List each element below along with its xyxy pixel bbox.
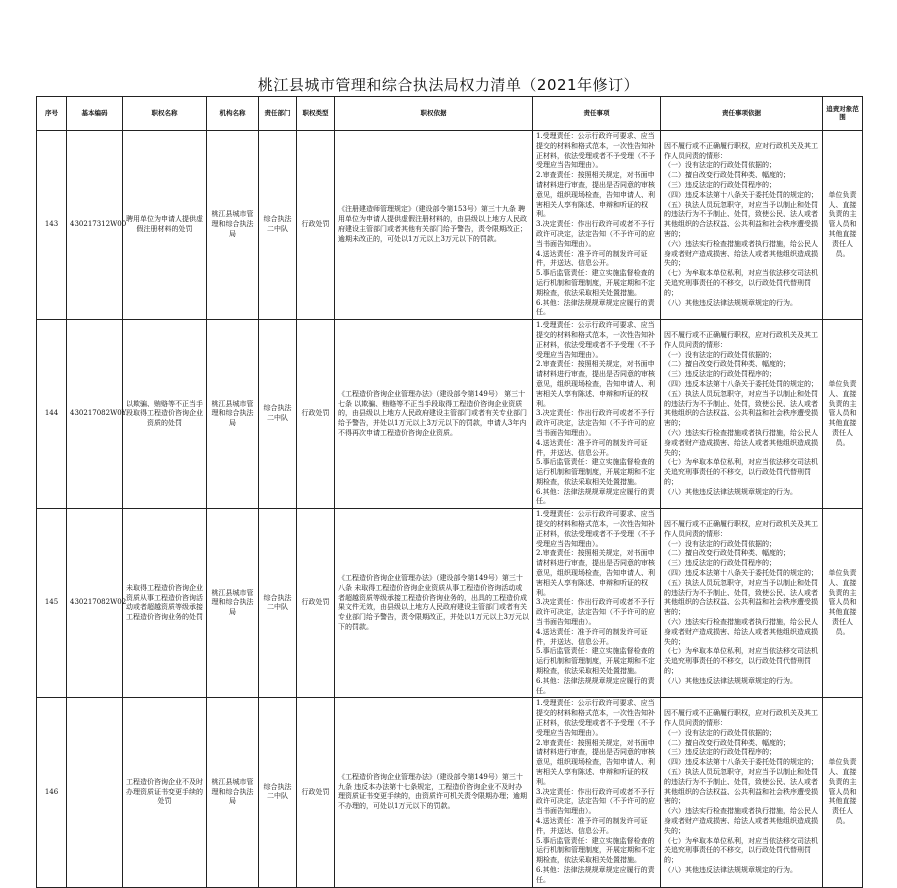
cell-basis: 《工程造价咨询企业管理办法》（建设部令第149号） 第三十七条 以欺骗、贿赂等不正当手段取得工程造价咨询企业资质的，由县级以上地方人民政府建设主管部门或者有关专业部门给予警告，并处以1万元以上3万元以下的罚款，申请人3年内不得再次申请工程造价咨询企业资质。 xyxy=(335,320,533,509)
cell-resp-basis: 因不履行或不正确履行职权，应对行政机关及其工作人员问责的情形： （一）没有法定的行政处罚依据的； （二）擅自改变行政处罚种类、幅度的； （三）违反法定的行政处罚程序的； （四）违反本法第十八条关于委托处罚的规定的； （五）执法人员玩忽职守，对应当予以制止和处罚的违法行为不予制止、处罚，致使公民、法人或者其他组织的合法权益、公共利益和社会秩序遭受损害的； （六）违法实行检查措施或者执行措施，给公民人身或者财产造成损害、给法人或者其他组织造成损失的； （七）为牟取本单位私利，对应当依法移交司法机关追究刑事责任的不移交，以行政处罚代替刑罚的； （八）其他违反法律法规规章规定的行为。 xyxy=(661,131,823,320)
cell-resp: 1.受理责任：公示行政许可要求、应当提交的材料和格式范本，一次性告知补正材料，依法受理或者不予受理（不予受理应当告知理由）。 2.审查责任：按照相关规定，对书面申请材料进行审查，提出是否同意的审核意见，组织现场检查，告知申请人、利害相关人享有陈述、申辩和听证的权利。 3.决定责任：作出行政许可或者不予行政许可决定，法定告知（不予许可的应当书面告知理由）。 4.送达责任：准予许可的制发许可证件，并送达、信息公开。 5.事后监管责任：建立实施监督检查的运行机制和管理制度，开展定期和不定期检查，依法采取相关处置措施。 6.其他：法律法规规章规定应履行的责任。 xyxy=(533,131,661,320)
table-row xyxy=(37,698,863,887)
header-row xyxy=(37,97,863,131)
header-resp: 责任事项 xyxy=(533,97,661,131)
cell-type: 行政处罚 xyxy=(297,131,335,320)
header-code: 基本编码 xyxy=(67,97,123,131)
cell-basis: 《工程造价咨询企业管理办法》（建设部令第149号）第三十九条 违反本办法第十七条规定，工程造价咨询企业不及时办理资质证书变更手续的，由资质许可机关责令限期办理；逾期不办理的，可处以1万元以下的罚款。 xyxy=(335,698,533,887)
cell-code xyxy=(67,698,123,887)
cell-org: 桃江县城市管理和综合执法局 xyxy=(207,698,259,887)
cell-accountable: 单位负责人、直接负责的主管人员和其他直接责任人员。 xyxy=(823,698,863,887)
cell-name: 聘用单位为申请人提供虚假注册材料的处罚 xyxy=(123,131,207,320)
cell-org: 桃江县城市管理和综合执法局 xyxy=(207,131,259,320)
cell-resp-basis: 因不履行或不正确履行职权，应对行政机关及其工作人员问责的情形： （一）没有法定的行政处罚依据的； （二）擅自改变行政处罚种类、幅度的； （三）违反法定的行政处罚程序的； （四）违反本法第十八条关于委托处罚的规定的； （五）执法人员玩忽职守，对应当予以制止和处罚的违法行为不予制止、处罚，致使公民、法人或者其他组织的合法权益、公共利益和社会秩序遭受损害的； （六）违法实行检查措施或者执行措施，给公民人身或者财产造成损害、给法人或者其他组织造成损失的； （七）为牟取本单位私利，对应当依法移交司法机关追究刑事责任的不移交，以行政处罚代替刑罚的； （八）其他违反法律法规规章规定的行为。 xyxy=(661,509,823,698)
cell-accountable: 单位负责人、直接负责的主管人员和其他直接责任人员。 xyxy=(823,131,863,320)
header-accountable: 追责对象范围 xyxy=(823,97,863,131)
cell-dept: 综合执法二中队 xyxy=(259,131,297,320)
cell-seq: 144 xyxy=(37,320,67,509)
cell-name: 以欺骗、贿赂等不正当手段取得工程造价咨询企业资质的处罚 xyxy=(123,320,207,509)
cell-code: 430217082W0Y xyxy=(67,320,123,509)
table-row xyxy=(37,131,863,320)
cell-basis: 《注册建造师管理规定》（建设部令第153号）第三十九条 聘用单位为申请人提供虚假注册材料的，由县级以上地方人民政府建设主管部门或者其他有关部门给予警告，责令限期改正；逾期未改正的，可处以1万元以上3万元以下的罚款。 xyxy=(335,131,533,320)
cell-accountable: 单位负责人、直接负责的主管人员和其他直接责任人员。 xyxy=(823,509,863,698)
table-row xyxy=(37,320,863,509)
cell-dept: 综合执法二中队 xyxy=(259,509,297,698)
header-basis: 职权依据 xyxy=(335,97,533,131)
cell-type: 行政处罚 xyxy=(297,320,335,509)
cell-seq: 146 xyxy=(37,698,67,887)
cell-org: 桃江县城市管理和综合执法局 xyxy=(207,320,259,509)
cell-org: 桃江县城市管理和综合执法局 xyxy=(207,509,259,698)
cell-type: 行政处罚 xyxy=(297,698,335,887)
cell-resp-basis: 因不履行或不正确履行职权，应对行政机关及其工作人员问责的情形： （一）没有法定的行政处罚依据的； （二）擅自改变行政处罚种类、幅度的； （三）违反法定的行政处罚程序的； （四）违反本法第十八条关于委托处罚的规定的； （五）执法人员玩忽职守，对应当予以制止和处罚的违法行为不予制止、处罚，致使公民、法人或者其他组织的合法权益、公共利益和社会秩序遭受损害的； （六）违法实行检查措施或者执行措施，给公民人身或者财产造成损害、给法人或者其他组织造成损失的； （七）为牟取本单位私利，对应当依法移交司法机关追究刑事责任的不移交，以行政处罚代替刑罚的； （八）其他违反法律法规规章规定的行为。 xyxy=(661,698,823,887)
cell-basis: 《工程造价咨询企业管理办法》（建设部令第149号）第三十八条 未取得工程造价咨询企业资质从事工程造价咨询活动或者超越资质等级承接工程造价咨询业务的，出具的工程造价成果文件无效，由县级以上地方人民政府建设主管部门或者有关专业部门给予警告，责令限期改正，并处以1万元以上3万元以下的罚款。 xyxy=(335,509,533,698)
cell-dept: 综合执法二中队 xyxy=(259,320,297,509)
cell-accountable: 单位负责人、直接负责的主管人员和其他直接责任人员。 xyxy=(823,320,863,509)
cell-resp: 1.受理责任：公示行政许可要求、应当提交的材料和格式范本，一次性告知补正材料，依法受理或者不予受理（不予受理应当告知理由）。 2.审查责任：按照相关规定，对书面申请材料进行审查，提出是否同意的审核意见，组织现场检查，告知申请人、利害相关人享有陈述、申辩和听证的权利。 3.决定责任：作出行政许可或者不予行政许可决定，法定告知（不予许可的应当书面告知理由）。 4.送达责任：准予许可的制发许可证件，并送达、信息公开。 5.事后监管责任：建立实施监督检查的运行机制和管理制度，开展定期和不定期检查，依法采取相关处置措施。 6.其他：法律法规规章规定应履行的责任。 xyxy=(533,320,661,509)
table-header xyxy=(37,97,863,131)
header-org: 机构名称 xyxy=(207,97,259,131)
table-row xyxy=(37,509,863,698)
header-seq: 序号 xyxy=(37,97,67,131)
cell-code: 430217082W02 xyxy=(67,509,123,698)
cell-resp: 1.受理责任：公示行政许可要求、应当提交的材料和格式范本，一次性告知补正材料，依法受理或者不予受理（不予受理应当告知理由）。 2.审查责任：按照相关规定，对书面申请材料进行审查，提出是否同意的审核意见，组织现场检查，告知申请人、利害相关人享有陈述、申辩和听证的权利。 3.决定责任：作出行政许可或者不予行政许可决定，法定告知（不予许可的应当书面告知理由）。 4.送达责任：准予许可的制发许可证件，并送达、信息公开。 5.事后监管责任：建立实施监督检查的运行机制和管理制度，开展定期和不定期检查，依法采取相关处置措施。 6.其他：法律法规规章规定应履行的责任。 xyxy=(533,509,661,698)
document-title: 桃江县城市管理和综合执法局权力清单（2021年修订） xyxy=(257,76,640,94)
cell-code: 430217312W00 xyxy=(67,131,123,320)
header-dept: 责任部门 xyxy=(259,97,297,131)
cell-name: 工程造价咨询企业不及时办理资质证书变更手续的处罚 xyxy=(123,698,207,887)
header-type: 职权类型 xyxy=(297,97,335,131)
table-body xyxy=(37,131,863,888)
cell-dept: 综合执法二中队 xyxy=(259,698,297,887)
cell-seq: 143 xyxy=(37,131,67,320)
cell-resp: 1.受理责任：公示行政许可要求、应当提交的材料和格式范本，一次性告知补正材料，依法受理或者不予受理（不予受理应当告知理由）。 2.审查责任：按照相关规定，对书面申请材料进行审查，提出是否同意的审核意见，组织现场检查，告知申请人、利害相关人享有陈述、申辩和听证的权利。 3.决定责任：作出行政许可或者不予行政许可决定，法定告知（不予许可的应当书面告知理由）。 4.送达责任：准予许可的制发许可证件，并送达、信息公开。 5.事后监管责任：建立实施监督检查的运行机制和管理制度，开展定期和不定期检查，依法采取相关处置措施。 6.其他：法律法规规章规定应履行的责任。 xyxy=(533,698,661,887)
cell-name: 未取得工程造价咨询企业资质从事工程造价咨询活动或者超越资质等级承接工程造价咨询业务的处罚 xyxy=(123,509,207,698)
cell-type: 行政处罚 xyxy=(297,509,335,698)
cell-seq: 145 xyxy=(37,509,67,698)
power-list-table xyxy=(36,96,863,888)
cell-resp-basis: 因不履行或不正确履行职权，应对行政机关及其工作人员问责的情形： （一）没有法定的行政处罚依据的； （二）擅自改变行政处罚种类、幅度的； （三）违反法定的行政处罚程序的； （四）违反本法第十八条关于委托处罚的规定的； （五）执法人员玩忽职守，对应当予以制止和处罚的违法行为不予制止、处罚，致使公民、法人或者其他组织的合法权益、公共利益和社会秩序遭受损害的； （六）违法实行检查措施或者执行措施，给公民人身或者财产造成损害、给法人或者其他组织造成损失的； （七）为牟取本单位私利，对应当依法移交司法机关追究刑事责任的不移交，以行政处罚代替刑罚的； （八）其他违反法律法规规章规定的行为。 xyxy=(661,320,823,509)
header-name: 职权名称 xyxy=(123,97,207,131)
header-resp-basis: 责任事项依据 xyxy=(661,97,823,131)
